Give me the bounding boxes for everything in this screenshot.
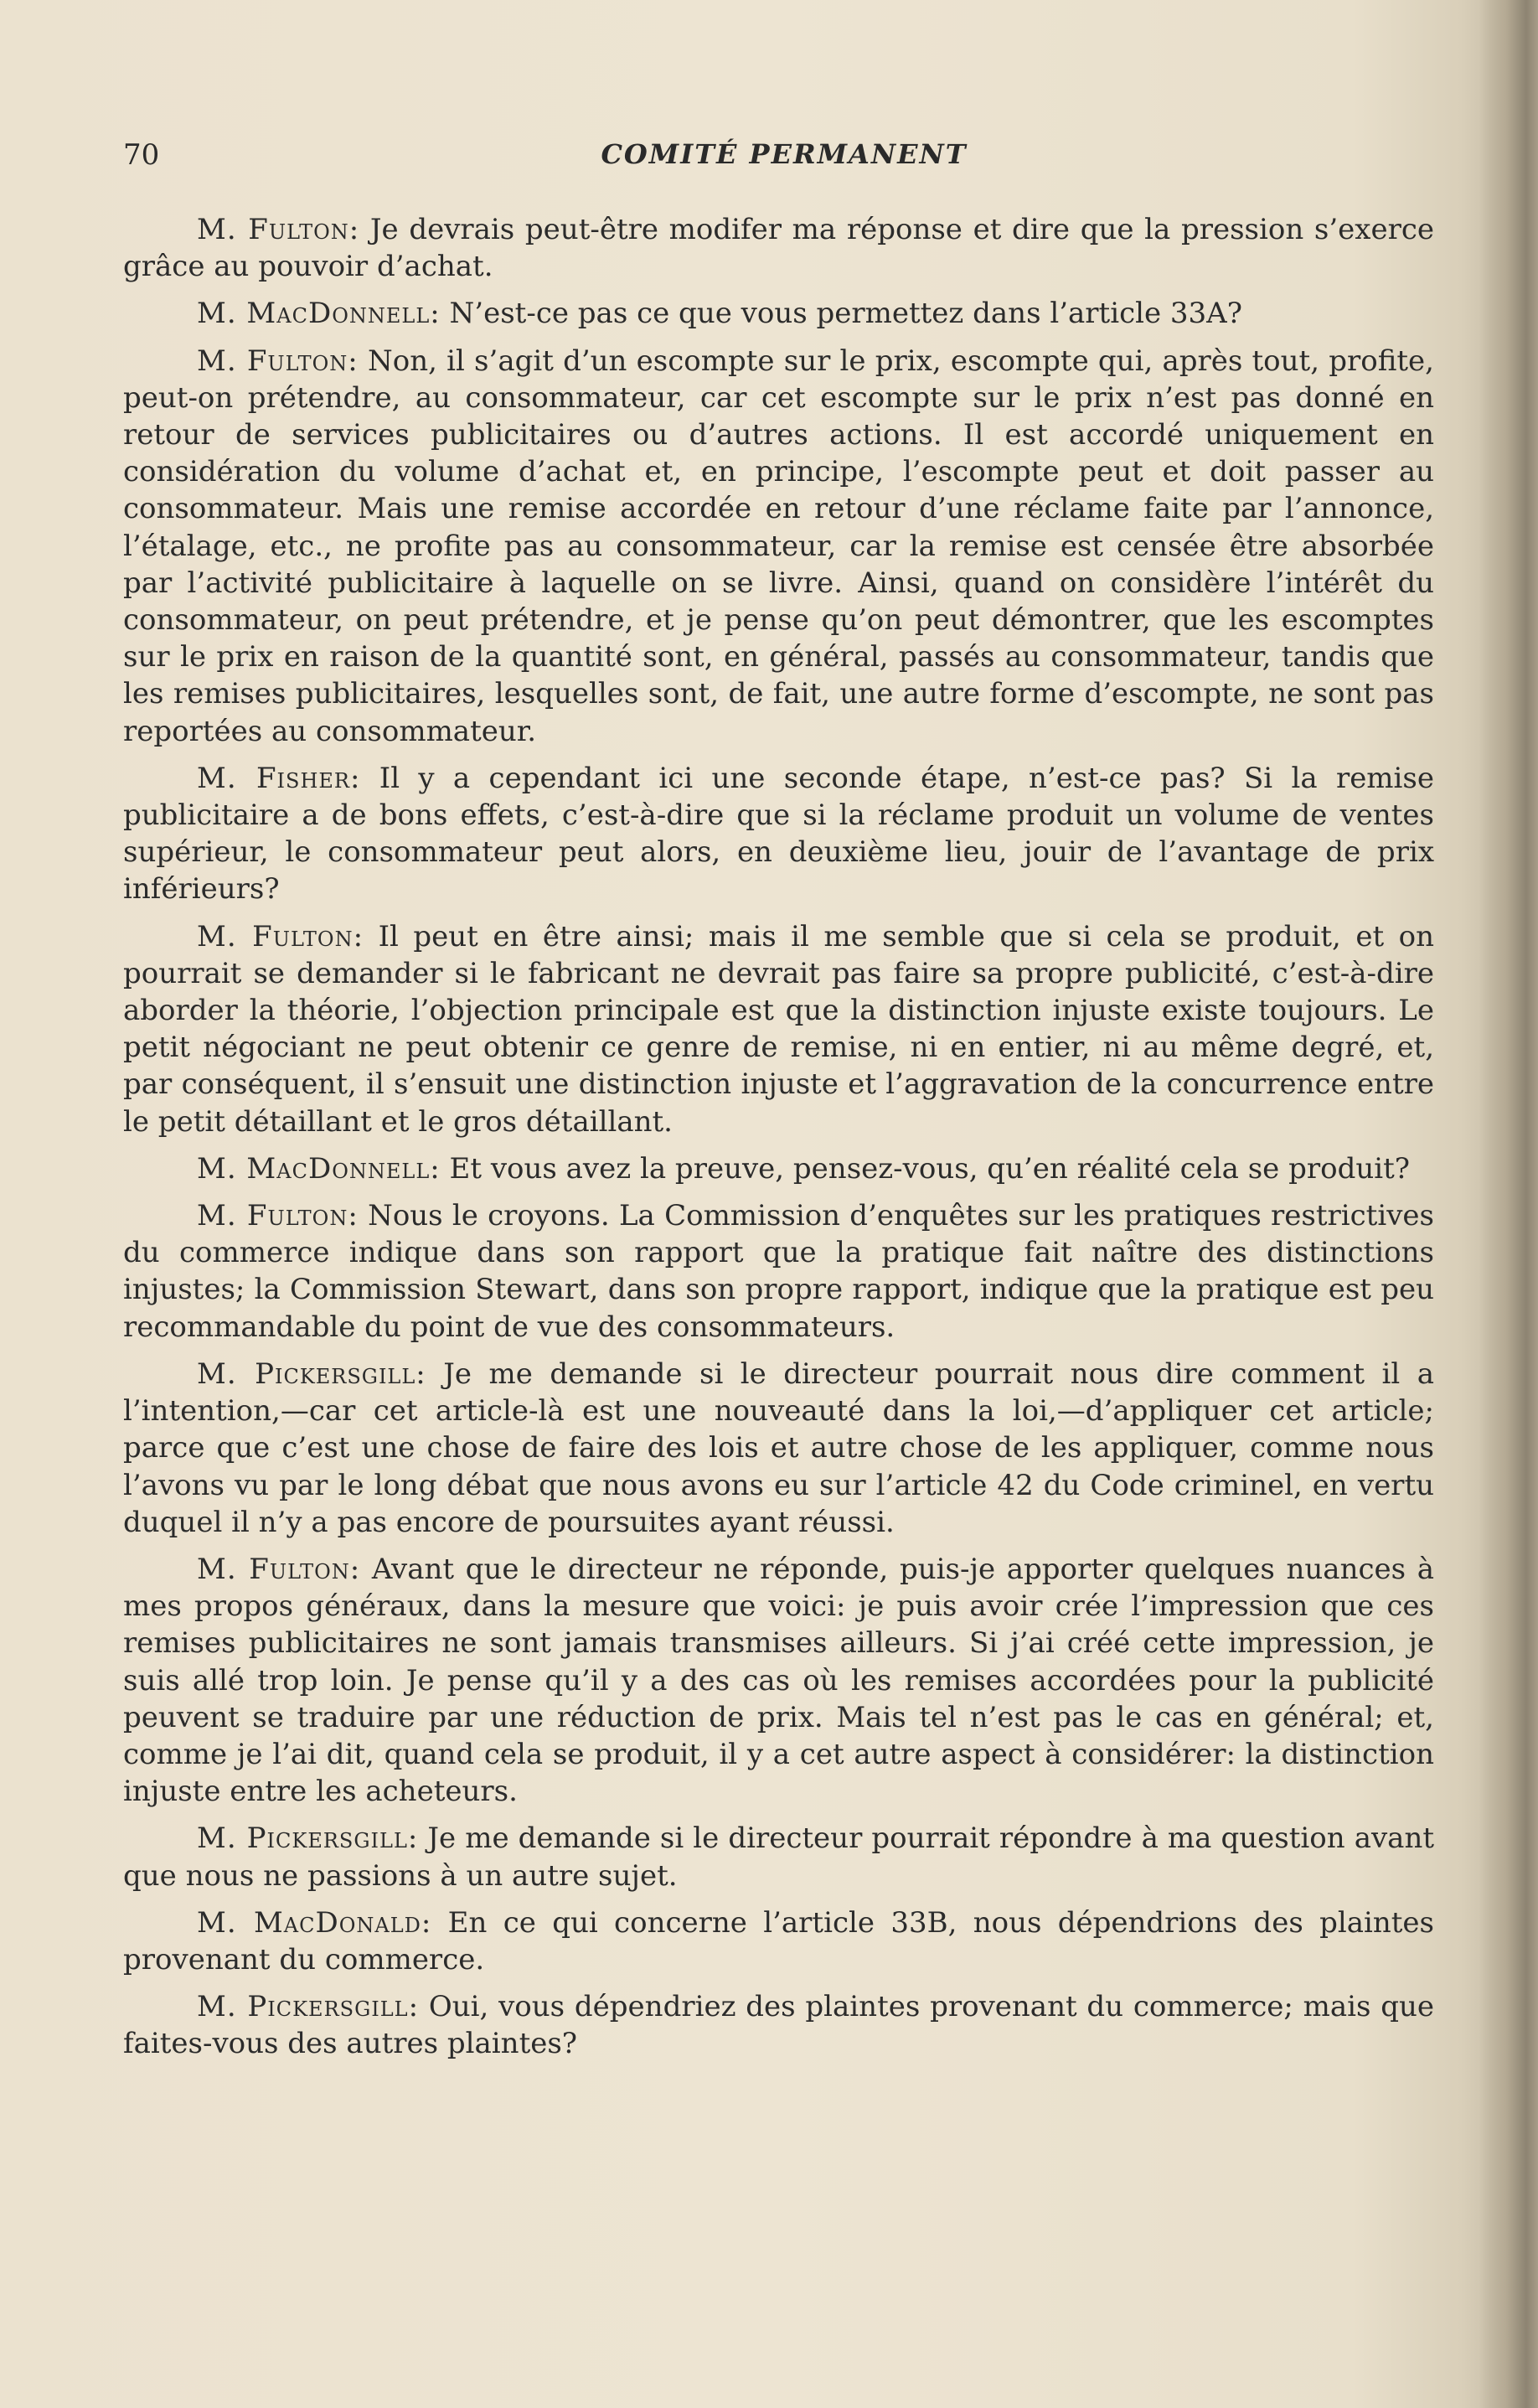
speaker-name: M. MacDonnell:	[197, 1151, 441, 1186]
speech-text: Je me demande si le directeur pourrait répondre à ma question avant que nous ne passions à un autre sujet.	[123, 1822, 1435, 1893]
speech-paragraph	[123, 760, 1434, 908]
speech-paragraph	[123, 1904, 1434, 1978]
speech-paragraph	[123, 1197, 1434, 1346]
speaker-name: M. Fulton:	[197, 919, 364, 953]
speech-paragraph	[123, 918, 1434, 1140]
speaker-name: M. Pickersgill:	[197, 1990, 420, 2024]
speech-paragraph	[123, 343, 1434, 750]
speech-paragraph	[123, 211, 1434, 285]
speech-paragraph	[123, 1988, 1434, 2062]
speaker-name: M. Fulton:	[197, 1199, 359, 1233]
speech-paragraph	[123, 1356, 1434, 1541]
speech-text: Avant que le directeur ne réponde, puis-je apporter quelques nuances à mes propos généraux, dans la mesure que voici: je puis avoir crée l’impression que ces remises publicitaires ne sont jamais transmises ailleurs. Si j’ai créé cette impression, je suis allé trop loin. Je pense qu’il y a des cas où les remises accordées pour la publicité peuvent se traduire par une réduction de prix. Mais tel n’est pas le cas en général; et, comme je l’ai dit, quand cela se produit, il y a cet autre aspect à considérer: la distinction injuste entre les acheteurs.	[123, 1552, 1434, 1809]
speech-paragraph	[123, 1551, 1434, 1810]
running-title: COMITÉ PERMANENT	[601, 138, 968, 170]
speaker-name: M. Pickersgill:	[197, 1356, 426, 1391]
speech-paragraph	[123, 1150, 1434, 1187]
speaker-name: M. Pickersgill:	[197, 1822, 419, 1856]
speaker-name: M. Fulton:	[197, 1552, 361, 1586]
speech-text: Et vous avez la preuve, pensez-vous, qu’en réalité cela se produit?	[440, 1151, 1410, 1186]
speech-text: Oui, vous dépendriez des plaintes provenant du commerce; mais que faites-vous des autres plaintes?	[123, 1990, 1435, 2061]
speaker-name: M. Fulton:	[197, 213, 360, 246]
page-header	[123, 138, 1445, 172]
speaker-name: M. Fisher:	[197, 761, 361, 795]
speech-text: Nous le croyons. La Commission d’enquêtes sur les pratiques restrictives du commerce indique dans son rapport que la pratique fait naître des distinctions injustes; la Commission Stewart, dans son propre rapport, indique que la pratique est peu recommandable du point de vue des consommateurs.	[123, 1199, 1434, 1344]
speaker-name: M. MacDonnell:	[197, 297, 441, 331]
page-number: 70	[123, 138, 160, 172]
speech-text: Il y a cependant ici une seconde étape, n’est-ce pas? Si la remise publicitaire a de bons effets, c’est-à-dire que si la réclame produit un volume de ventes supérieur, le consommateur peut alors, en deuxième lieu, jouir de l’avantage de prix inférieurs?	[123, 761, 1434, 907]
speech-text: Je me demande si le directeur pourrait nous dire comment il a l’intention,—car cet article-là est une nouveauté dans la loi,—d’appliquer cet article; parce que c’est une chose de faire des lois et autre chose de les appliquer, comme nous l’avons vu par le long débat que nous avons eu sur l’article 42 du Code criminel, en vertu duquel il n’y a pas encore de poursuites ayant réussi.	[123, 1356, 1435, 1539]
transcript-body	[123, 211, 1434, 2073]
binding-edge-shadow	[1479, 0, 1538, 2408]
speech-paragraph	[123, 1820, 1434, 1894]
speech-text: Non, il s’agit d’un escompte sur le prix, escompte qui, après tout, profite, peut-on prétendre, au consommateur, car cet escompte sur le prix n’est pas donné en retour de services publicitaires ou d’autres actions. Il est accordé uniquement en considération du volume d’achat et, en principe, l’escompte peut et doit passer au consommateur. Mais une remise accordée en retour d’une réclame faite par l’annonce, l’étalage, etc., ne profite pas au consommateur, car la remise est censée être absorbée par l’activité publicitaire à laquelle on se livre. Ainsi, quand on considère l’intérêt du consommateur, on peut prétendre, et je pense qu’on peut démontrer, que les escomptes sur le prix en raison de la quantité sont, en général, passés au consommateur, tandis que les remises publicitaires, lesquelles sont, de fait, une autre forme d’escompte, ne sont pas reportées au consommateur.	[123, 344, 1434, 748]
speech-text: Je devrais peut-être modifer ma réponse et dire que la pression s’exerce grâce au pouvoir d’achat.	[123, 213, 1434, 284]
speaker-name: M. Fulton:	[197, 344, 359, 378]
speech-text: En ce qui concerne l’article 33B, nous dépendrions des plaintes provenant du commerce.	[123, 1905, 1434, 1977]
speaker-name: M. MacDonald:	[197, 1905, 432, 1940]
speech-text: N’est-ce pas ce que vous permettez dans l’article 33A?	[440, 297, 1242, 331]
speech-text: Il peut en être ainsi; mais il me semble que si cela se produit, et on pourrait se demander si le fabricant ne devrait pas faire sa propre publicité, c’est-à-dire aborder la théorie, l’objection principale est que la distinction injuste existe toujours. Le petit négociant ne peut obtenir ce genre de remise, ni en entier, ni au même degré, et, par conséquent, il s’ensuit une distinction injuste et l’aggravation de la concurrence entre le petit détaillant et le gros détaillant.	[123, 919, 1434, 1139]
speech-paragraph	[123, 295, 1434, 332]
